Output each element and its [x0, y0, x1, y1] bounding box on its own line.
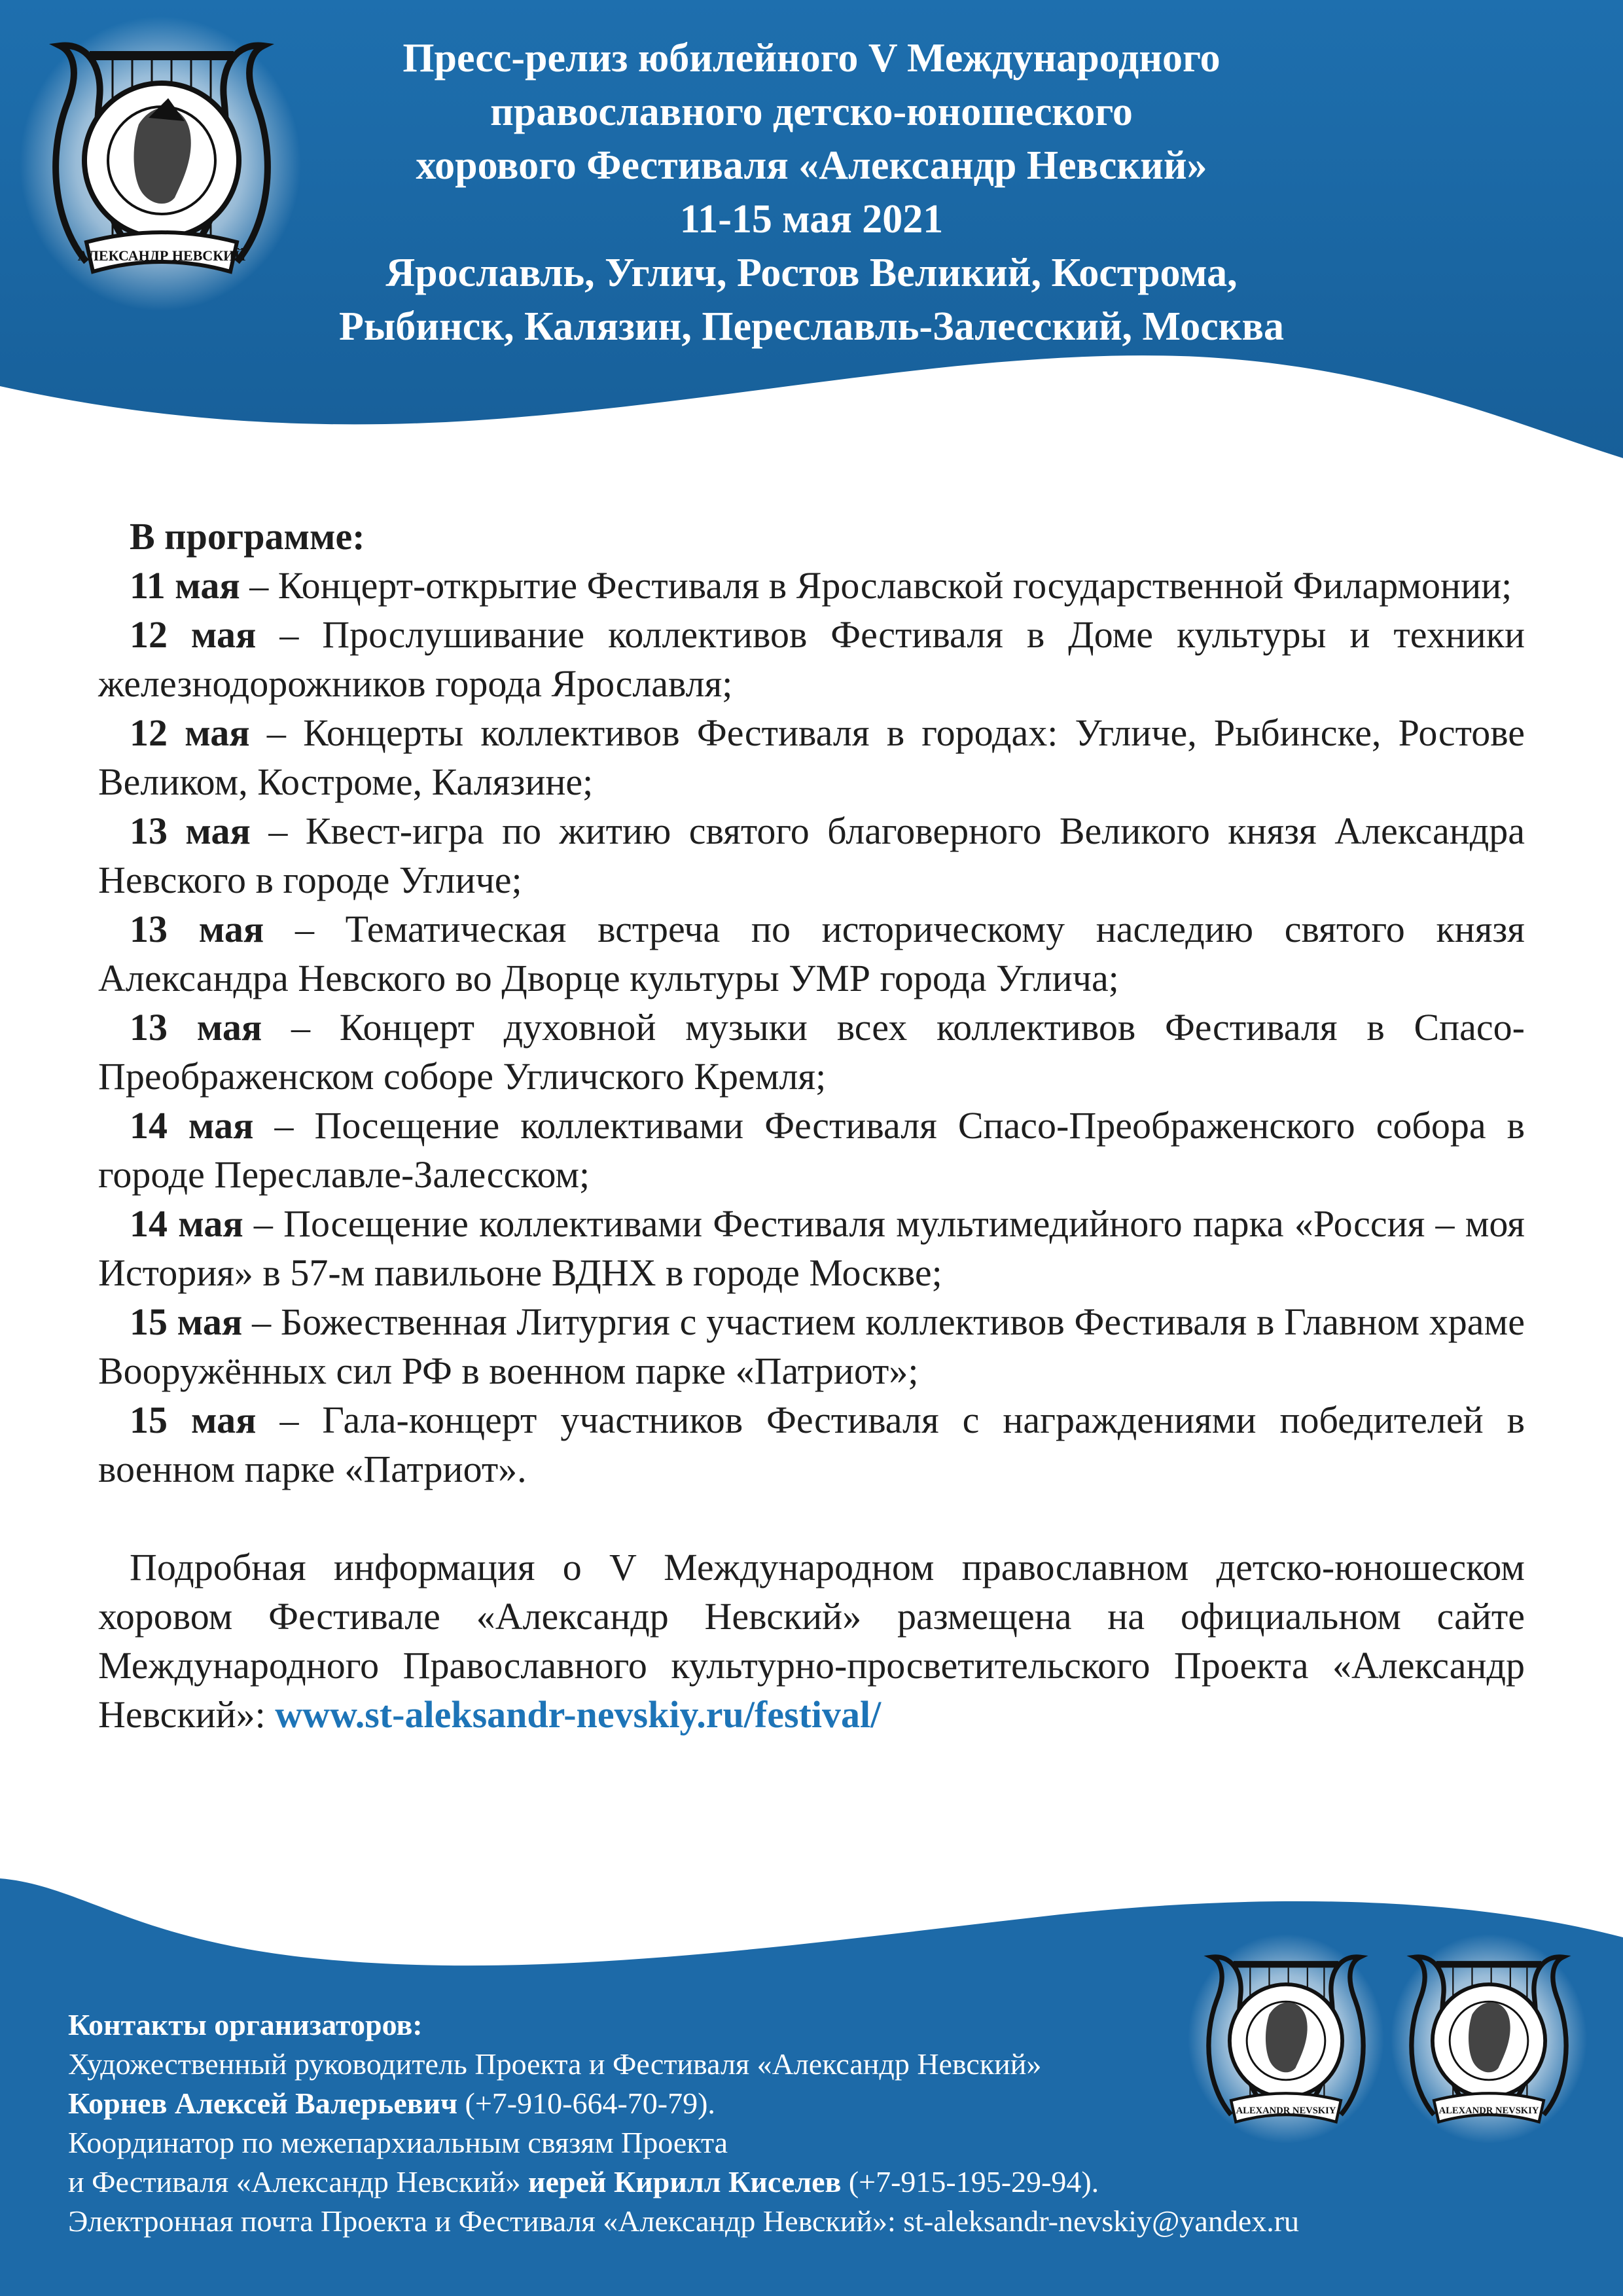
program-item: [98, 610, 1525, 708]
program-item: [98, 905, 1525, 1003]
program-item: [98, 1003, 1525, 1101]
program-item: [98, 708, 1525, 806]
contacts-line-3: Координатор по межепархиальным связям Проекта: [68, 2126, 728, 2159]
program-item-text: – Концерт-открытие Фестиваля в Ярославской государственной Филармонии;: [240, 564, 1512, 607]
lyre-emblem-icon: [41, 26, 283, 295]
header-cities-1: Ярославль, Углич, Ростов Великий, Кострома,: [385, 251, 1238, 295]
contacts-footer: [68, 2005, 1377, 2241]
program-item-date: 13 мая: [130, 1006, 262, 1049]
program-item-text: – Посещение коллективами Фестиваля мультимедийного парка «Россия – моя История» в 57-м павильоне ВДНХ в городе Москве;: [98, 1202, 1525, 1294]
header-dates: 11-15 мая 2021: [679, 197, 944, 242]
person-1-phone: (+7-910-664-70-79).: [457, 2087, 715, 2120]
program-item-date: 13 мая: [130, 908, 264, 950]
program-item-date: 15 мая: [130, 1300, 243, 1343]
contacts-line-4: [68, 2162, 1377, 2202]
program-item: [98, 561, 1525, 610]
festival-link[interactable]: www.st-aleksandr-nevskiy.ru/festival/: [275, 1693, 882, 1736]
program-section: [98, 512, 1525, 1739]
program-item-text: – Концерт духовной музыки всех коллективов Фестиваля в Спасо-Преображенском соборе Угличского Кремля;: [98, 1006, 1525, 1098]
contacts-line-4-prefix: и Фестиваля «Александр Невский»: [68, 2165, 529, 2198]
person-2-phone: (+7-915-195-29-94).: [841, 2165, 1099, 2198]
info-text: Подробная информация о V Международном православном детско-юношеском хоровом Фестивале «Александр Невский» размещена на официальном сайте Международного Православного культурно-просветительского Проекта «Александр Невский»:: [98, 1546, 1525, 1736]
program-item-text: – Концерты коллективов Фестиваля в городах: Угличе, Рыбинске, Ростове Великом, Костроме, Калязине;: [98, 711, 1525, 803]
person-2-name: иерей Кирилл Киселев: [528, 2165, 842, 2198]
program-item-date: 12 мая: [130, 711, 250, 754]
program-item-date: 12 мая: [130, 613, 257, 656]
logo-ribbon-text: АЛЕКСАНДР НЕВСКИЙ: [77, 247, 246, 264]
header-line-3: хорового Фестиваля «Александр Невский»: [416, 143, 1207, 188]
contacts-line-1: Художественный руководитель Проекта и Фестиваля «Александр Невский»: [68, 2047, 1042, 2081]
lyre-emblem-icon: [1198, 1943, 1374, 2139]
program-item-text: – Тематическая встреча по историческому наследию святого князя Александра Невского во Дворце культуры УМР города Углича;: [98, 908, 1525, 999]
page-header: [275, 31, 1348, 353]
program-item-text: – Гала-концерт участников Фестиваля с награждениями победителей в военном парке «Патриот».: [98, 1399, 1525, 1490]
program-item-text: – Прослушивание коллективов Фестиваля в Доме культуры и техники железнодорожников города Ярославля;: [98, 613, 1525, 705]
contacts-email: Электронная почта Проекта и Фестиваля «Александр Невский»: st-aleksandr-nevskiy@yandex.ru: [68, 2204, 1300, 2238]
program-item-date: 14 мая: [130, 1202, 243, 1245]
header-line-1: Пресс-релиз юбилейного V Международного: [402, 36, 1221, 81]
logo-ribbon-text: ALEXANDR NEVSKIY: [1236, 2105, 1336, 2116]
info-paragraph: [98, 1543, 1525, 1739]
contacts-title: Контакты организаторов:: [68, 2008, 423, 2041]
contacts-line-2: [68, 2084, 1377, 2123]
program-heading: В программе:: [130, 515, 365, 558]
program-item-date: 13 мая: [130, 810, 251, 852]
program-item: [98, 1101, 1525, 1199]
header-cities-2: Рыбинск, Калязин, Переславль-Залесский, Москва: [339, 304, 1284, 349]
program-item-text: – Посещение коллективами Фестиваля Спасо-Преображенского собора в городе Переславле-Залесском;: [98, 1104, 1525, 1196]
program-item-text: – Квест-игра по житию святого благоверного Великого князя Александра Невского в городе Угличе;: [98, 810, 1525, 901]
program-item: [98, 1199, 1525, 1297]
header-line-2: православного детско-юношеского: [490, 90, 1133, 134]
program-item-date: 11 мая: [130, 564, 240, 607]
program-item: [98, 1297, 1525, 1395]
program-item-date: 14 мая: [130, 1104, 254, 1147]
program-item-text: – Божественная Литургия с участием коллективов Фестиваля в Главном храме Вооружённых сил РФ в военном парке «Патриот»;: [98, 1300, 1525, 1392]
program-item: [98, 806, 1525, 905]
logo-ribbon-text: ALEXANDR NEVSKIY: [1438, 2105, 1539, 2116]
person-1-name: Корнев Алексей Валерьевич: [68, 2087, 458, 2120]
program-item: [98, 1395, 1525, 1494]
lyre-emblem-icon: [1400, 1943, 1577, 2139]
program-item-date: 15 мая: [130, 1399, 257, 1441]
